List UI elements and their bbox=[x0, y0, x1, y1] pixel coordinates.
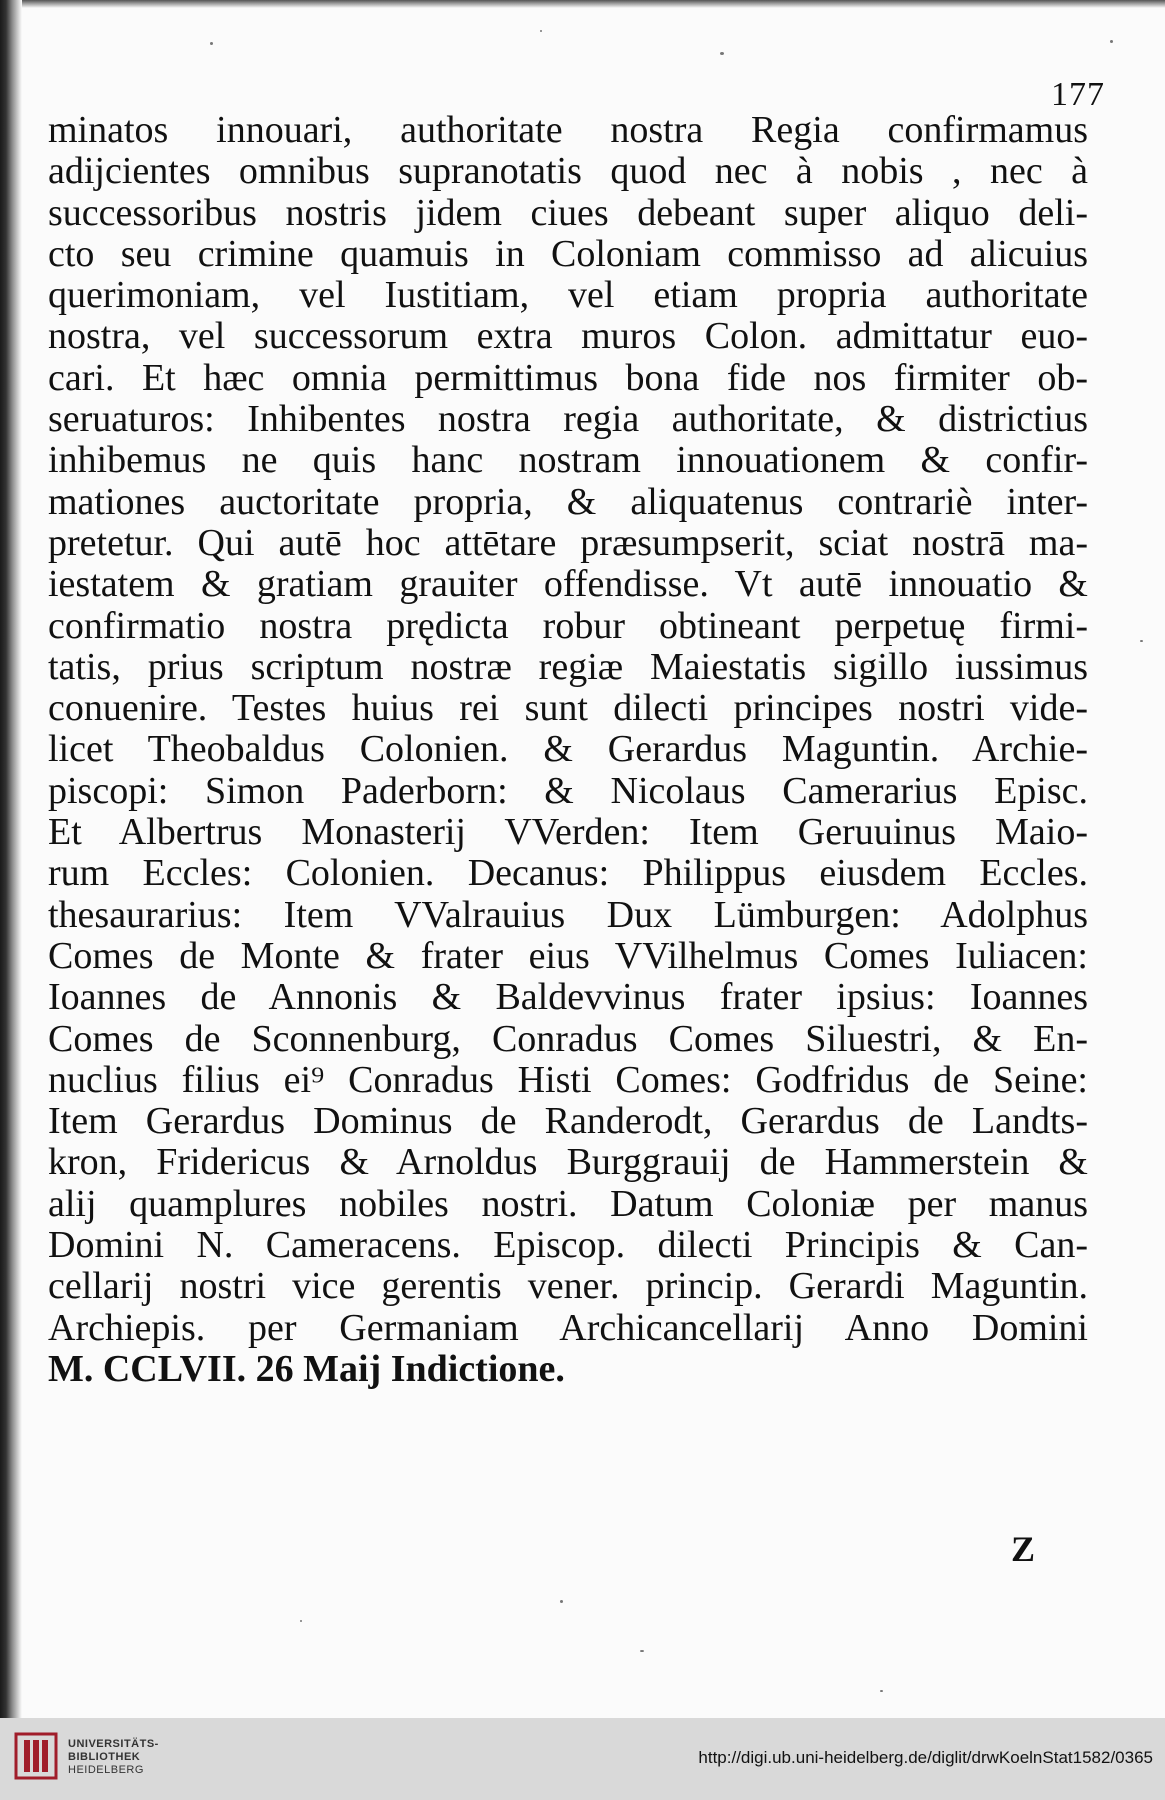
text-line: M. CCLVII. 26 Maij Indictione. bbox=[48, 1348, 565, 1390]
text-line: Archiepis. per Germaniam Archicancellarij Anno Domini bbox=[48, 1307, 1088, 1349]
library-name-line: HEIDELBERG bbox=[68, 1764, 144, 1776]
text-line: cto seu crimine quamuis in Coloniam commisso ad alicuius bbox=[48, 233, 1088, 275]
text-line: nostra, vel successorum extra muros Colon. admittatur euo- bbox=[48, 316, 1088, 358]
library-name-line: BIBLIOTHEK bbox=[68, 1751, 141, 1763]
text-line: pretetur. Qui autē hoc attētare præsumpserit, sciat nostrā ma- bbox=[48, 522, 1088, 564]
text-line: nuclius filius ei⁹ Conradus Histi Comes: Godfridus de Seine: bbox=[48, 1059, 1088, 1101]
text-line: kron, Fridericus & Arnoldus Burggrauij de Hammerstein & bbox=[48, 1142, 1088, 1184]
text-line: Et Albertrus Monasterij VVerden: Item Geruuinus Maio- bbox=[48, 812, 1088, 854]
text-line: successoribus nostris jidem ciues debeant super aliquo deli- bbox=[48, 192, 1088, 234]
text-line: mationes auctoritate propria, & aliquatenus contrariè inter- bbox=[48, 481, 1088, 523]
scan-speck bbox=[210, 42, 213, 45]
permalink-url[interactable]: http://digi.ub.uni-heidelberg.de/diglit/drwKoelnStat1582/0365 bbox=[698, 1748, 1153, 1767]
text-line: Item Gerardus Dominus de Randerodt, Gerardus de Landts- bbox=[48, 1101, 1088, 1143]
scan-speck bbox=[880, 1690, 883, 1692]
text-line: Comes de Monte & frater eius VVilhelmus Comes Iuliacen: bbox=[48, 935, 1088, 977]
scan-speck bbox=[560, 1600, 563, 1603]
viewer-footer bbox=[0, 1718, 1165, 1800]
text-line: alij quamplures nobiles nostri. Datum Coloniæ per manus bbox=[48, 1183, 1088, 1225]
text-line: piscopi: Simon Paderborn: & Nicolaus Camerarius Episc. bbox=[48, 770, 1088, 812]
library-name-line: UNIVERSITÄTS- bbox=[68, 1738, 159, 1750]
scan-speck bbox=[720, 52, 724, 55]
page-top-shadow bbox=[0, 0, 1165, 8]
page-number: 177 bbox=[1051, 76, 1105, 113]
text-line: iestatem & gratiam grauiter offendisse. Vt autē innouatio & bbox=[48, 564, 1088, 606]
binding-edge bbox=[0, 0, 22, 1718]
signature-mark: Z bbox=[1010, 1529, 1035, 1569]
scan-speck bbox=[640, 1650, 644, 1652]
body-text bbox=[48, 110, 1088, 1390]
text-line: seruaturos: Inhibentes nostra regia authoritate, & districtius bbox=[48, 399, 1088, 441]
text-line: querimoniam, vel Iustitiam, vel etiam propria authoritate bbox=[48, 275, 1088, 317]
text-line: Ioannes de Annonis & Baldevvinus frater ipsius: Ioannes bbox=[48, 977, 1088, 1019]
text-line: rum Eccles: Colonien. Decanus: Philippus eiusdem Eccles. bbox=[48, 853, 1088, 895]
scan-speck bbox=[1140, 640, 1143, 642]
text-line: cellarij nostri vice gerentis vener. princip. Gerardi Maguntin. bbox=[48, 1266, 1088, 1308]
text-line: tatis, prius scriptum nostræ regiæ Maiestatis sigillo iussimus bbox=[48, 646, 1088, 688]
text-line: licet Theobaldus Colonien. & Gerardus Maguntin. Archie- bbox=[48, 729, 1088, 771]
library-logo-icon bbox=[12, 1730, 60, 1782]
scan-speck bbox=[1110, 40, 1113, 43]
text-line: confirmatio nostra prędicta robur obtineant perpetuę firmi- bbox=[48, 605, 1088, 647]
text-line: inhibemus ne quis hanc nostram innouationem & confir- bbox=[48, 440, 1088, 482]
text-line: thesaurarius: Item VValrauius Dux Lümburgen: Adolphus bbox=[48, 894, 1088, 936]
text-line: Domini N. Cameracens. Episcop. dilecti Principis & Can- bbox=[48, 1225, 1088, 1267]
text-line: adijcientes omnibus supranotatis quod nec à nobis , nec à bbox=[48, 151, 1088, 193]
text-line: cari. Et hæc omnia permittimus bona fide nos firmiter ob- bbox=[48, 357, 1088, 399]
scan-speck bbox=[540, 30, 542, 32]
text-line: minatos innouari, authoritate nostra Regia confirmamus bbox=[48, 110, 1088, 151]
text-line: conuenire. Testes huius rei sunt dilecti principes nostri vide- bbox=[48, 688, 1088, 730]
library-name bbox=[68, 1738, 159, 1777]
scan-speck bbox=[300, 1620, 302, 1622]
text-line: Comes de Sconnenburg, Conradus Comes Siluestri, & En- bbox=[48, 1018, 1088, 1060]
